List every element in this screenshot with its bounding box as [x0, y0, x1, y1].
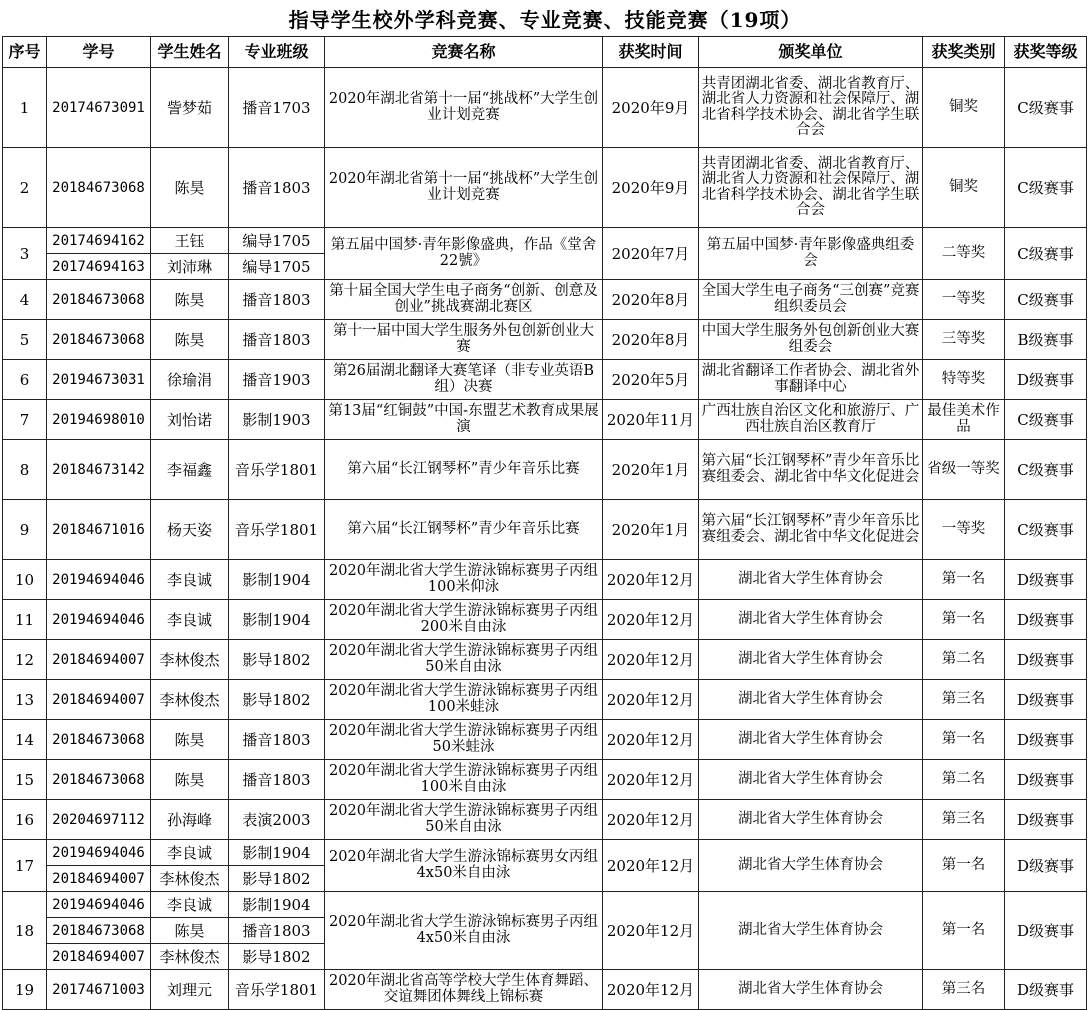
cell-no: 1: [3, 68, 47, 148]
cell-competition: 2020年湖北省大学生游泳锦标赛男子丙组100米仰泳: [325, 560, 603, 600]
cell-award-level: D级赛事: [1005, 840, 1087, 892]
cell-class: 编导1705: [229, 254, 325, 280]
cell-award-type: 特等奖: [923, 360, 1005, 400]
cell-award-time: 2020年9月: [603, 68, 699, 148]
header-row: [3, 37, 1087, 68]
cell-student-id: 20174673091: [47, 68, 151, 148]
cell-award-time: 2020年7月: [603, 228, 699, 280]
cell-student-id: 20194673031: [47, 360, 151, 400]
cell-organizer: 湖北省大学生体育协会: [699, 720, 923, 760]
cell-award-level: C级赛事: [1005, 228, 1087, 280]
cell-award-time: 2020年1月: [603, 500, 699, 560]
col-header-award-time: 获奖时间: [603, 37, 699, 68]
cell-award-level: D级赛事: [1005, 680, 1087, 720]
cell-student-name: 李林俊杰: [151, 944, 229, 970]
cell-student-id: 20184694007: [47, 680, 151, 720]
cell-no: 18: [3, 892, 47, 970]
table-row: [3, 680, 1087, 720]
col-header-organizer: 颁奖单位: [699, 37, 923, 68]
cell-award-time: 2020年12月: [603, 720, 699, 760]
sheet-title: 指导学生校外学科竞赛、专业竞赛、技能竞赛（19项）: [288, 7, 802, 32]
cell-student-id: 20184694007: [47, 866, 151, 892]
col-header-no: 序号: [3, 37, 47, 68]
cell-student-id: 20184673068: [47, 918, 151, 944]
cell-award-time: 2020年12月: [603, 970, 699, 1010]
cell-organizer: 广西壮族自治区文化和旅游厅、广西壮族自治区教育厅: [699, 400, 923, 440]
cell-organizer: 湖北省大学生体育协会: [699, 640, 923, 680]
cell-award-time: 2020年12月: [603, 760, 699, 800]
col-header-student-id: 学号: [47, 37, 151, 68]
cell-award-level: C级赛事: [1005, 68, 1087, 148]
cell-award-level: D级赛事: [1005, 970, 1087, 1010]
table-row: [3, 600, 1087, 640]
cell-student-name: 李良诚: [151, 892, 229, 918]
cell-award-time: 2020年8月: [603, 320, 699, 360]
cell-award-level: D级赛事: [1005, 892, 1087, 970]
cell-award-type: 三等奖: [923, 320, 1005, 360]
cell-award-type: 第二名: [923, 760, 1005, 800]
cell-competition: 2020年湖北省大学生游泳锦标赛男女丙组4x50米自由泳: [325, 840, 603, 892]
cell-award-level: D级赛事: [1005, 720, 1087, 760]
cell-competition: 2020年湖北省大学生游泳锦标赛男子丙组200米自由泳: [325, 600, 603, 640]
table-row: [3, 320, 1087, 360]
cell-student-id: 20184694007: [47, 944, 151, 970]
cell-student-name: 李林俊杰: [151, 640, 229, 680]
cell-student-id: 20184673068: [47, 148, 151, 228]
cell-award-type: 第一名: [923, 720, 1005, 760]
cell-class: 播音1803: [229, 280, 325, 320]
cell-organizer: 共青团湖北省委、湖北省教育厅、湖北省人力资源和社会保障厅、湖北省科学技术协会、湖北省学生联合会: [699, 68, 923, 148]
cell-class: 影导1802: [229, 640, 325, 680]
cell-class: 影制1904: [229, 840, 325, 866]
cell-award-type: 一等奖: [923, 500, 1005, 560]
cell-competition: 2020年湖北省第十一届“挑战杯”大学生创业计划竞赛: [325, 68, 603, 148]
cell-no: 6: [3, 360, 47, 400]
cell-organizer: 第六届“长江钢琴杯”青少年音乐比赛组委会、湖北省中华文化促进会: [699, 500, 923, 560]
cell-award-level: D级赛事: [1005, 560, 1087, 600]
table-row: [3, 440, 1087, 500]
cell-student-id: 20184673142: [47, 440, 151, 500]
cell-competition: 2020年湖北省大学生游泳锦标赛男子丙组50米自由泳: [325, 800, 603, 840]
cell-class: 播音1803: [229, 148, 325, 228]
cell-no: 2: [3, 148, 47, 228]
cell-award-time: 2020年12月: [603, 600, 699, 640]
cell-student-name: 刘怡诺: [151, 400, 229, 440]
cell-student-name: 陈昊: [151, 720, 229, 760]
cell-class: 影制1904: [229, 892, 325, 918]
cell-class: 影导1802: [229, 944, 325, 970]
cell-award-level: C级赛事: [1005, 280, 1087, 320]
cell-award-type: 第一名: [923, 840, 1005, 892]
cell-award-level: C级赛事: [1005, 400, 1087, 440]
cell-award-level: D级赛事: [1005, 800, 1087, 840]
table-row: [3, 720, 1087, 760]
cell-organizer: 中国大学生服务外包创新创业大赛组委会: [699, 320, 923, 360]
cell-no: 12: [3, 640, 47, 680]
cell-class: 影导1802: [229, 680, 325, 720]
cell-award-time: 2020年11月: [603, 400, 699, 440]
table-row: [3, 640, 1087, 680]
cell-organizer: 湖北省大学生体育协会: [699, 760, 923, 800]
table-row: [3, 760, 1087, 800]
cell-student-name: 李福鑫: [151, 440, 229, 500]
cell-student-name: 李林俊杰: [151, 866, 229, 892]
cell-student-name: 徐瑜涓: [151, 360, 229, 400]
col-header-student-name: 学生姓名: [151, 37, 229, 68]
cell-class: 音乐学1801: [229, 440, 325, 500]
cell-organizer: 第五届中国梦·青年影像盛典组委会: [699, 228, 923, 280]
cell-award-type: 第一名: [923, 560, 1005, 600]
cell-organizer: 湖北省大学生体育协会: [699, 892, 923, 970]
cell-student-id: 20184673068: [47, 320, 151, 360]
cell-class: 影制1904: [229, 600, 325, 640]
cell-class: 音乐学1801: [229, 970, 325, 1010]
cell-competition: 第六届“长江钢琴杯”青少年音乐比赛: [325, 440, 603, 500]
cell-competition: 第十一届中国大学生服务外包创新创业大赛: [325, 320, 603, 360]
cell-no: 9: [3, 500, 47, 560]
table-row: [3, 280, 1087, 320]
cell-award-type: 第三名: [923, 800, 1005, 840]
cell-organizer: 湖北省大学生体育协会: [699, 840, 923, 892]
cell-no: 10: [3, 560, 47, 600]
col-header-award-type: 获奖类别: [923, 37, 1005, 68]
cell-class: 影制1903: [229, 400, 325, 440]
cell-award-time: 2020年12月: [603, 560, 699, 600]
cell-organizer: 湖北省大学生体育协会: [699, 600, 923, 640]
cell-class: 编导1705: [229, 228, 325, 254]
cell-competition: 2020年湖北省大学生游泳锦标赛男子丙组100米自由泳: [325, 760, 603, 800]
cell-competition: 第13届“红铜鼓”中国-东盟艺术教育成果展演: [325, 400, 603, 440]
cell-award-level: D级赛事: [1005, 640, 1087, 680]
cell-class: 音乐学1801: [229, 500, 325, 560]
cell-award-time: 2020年8月: [603, 280, 699, 320]
cell-student-name: 孙海峰: [151, 800, 229, 840]
cell-award-type: 最佳美术作品: [923, 400, 1005, 440]
table-row: [3, 228, 1087, 254]
cell-class: 播音1703: [229, 68, 325, 148]
col-header-award-level: 获奖等级: [1005, 37, 1087, 68]
cell-award-time: 2020年12月: [603, 800, 699, 840]
cell-student-name: 陈昊: [151, 320, 229, 360]
cell-award-type: 一等奖: [923, 280, 1005, 320]
table-row: [3, 148, 1087, 228]
table-row: [3, 68, 1087, 148]
cell-organizer: 共青团湖北省委、湖北省教育厅、湖北省人力资源和社会保障厅、湖北省科学技术协会、湖北省学生联合会: [699, 148, 923, 228]
cell-student-id: 20184694007: [47, 640, 151, 680]
cell-no: 15: [3, 760, 47, 800]
cell-award-type: 省级一等奖: [923, 440, 1005, 500]
cell-student-id: 20194694046: [47, 892, 151, 918]
col-header-competition: 竞赛名称: [325, 37, 603, 68]
cell-student-id: 20194694046: [47, 600, 151, 640]
cell-student-name: 陈昊: [151, 918, 229, 944]
cell-student-name: 王钰: [151, 228, 229, 254]
cell-class: 表演2003: [229, 800, 325, 840]
cell-competition: 2020年湖北省大学生游泳锦标赛男子丙组50米蛙泳: [325, 720, 603, 760]
table-row: [3, 500, 1087, 560]
cell-award-level: B级赛事: [1005, 320, 1087, 360]
cell-student-id: 20194694046: [47, 840, 151, 866]
cell-competition: 2020年湖北省大学生游泳锦标赛男子丙组50米自由泳: [325, 640, 603, 680]
cell-class: 播音1803: [229, 918, 325, 944]
cell-award-level: D级赛事: [1005, 360, 1087, 400]
cell-no: 13: [3, 680, 47, 720]
cell-award-type: 第一名: [923, 600, 1005, 640]
cell-student-name: 陈昊: [151, 280, 229, 320]
cell-no: 5: [3, 320, 47, 360]
cell-student-name: 陈昊: [151, 148, 229, 228]
cell-class: 播音1803: [229, 720, 325, 760]
cell-award-level: C级赛事: [1005, 500, 1087, 560]
cell-award-time: 2020年1月: [603, 440, 699, 500]
table-row: [3, 560, 1087, 600]
cell-competition: 第六届“长江钢琴杯”青少年音乐比赛: [325, 500, 603, 560]
cell-competition: 2020年湖北省高等学校大学生体育舞蹈、交谊舞团体舞线上锦标赛: [325, 970, 603, 1010]
cell-student-id: 20194694046: [47, 560, 151, 600]
cell-award-time: 2020年12月: [603, 840, 699, 892]
cell-no: 17: [3, 840, 47, 892]
cell-organizer: 湖北省大学生体育协会: [699, 680, 923, 720]
cell-award-type: 第二名: [923, 640, 1005, 680]
table-row: [3, 800, 1087, 840]
cell-organizer: 第六届“长江钢琴杯”青少年音乐比赛组委会、湖北省中华文化促进会: [699, 440, 923, 500]
cell-no: 7: [3, 400, 47, 440]
table-body: [3, 68, 1087, 1010]
cell-student-name: 李林俊杰: [151, 680, 229, 720]
cell-award-time: 2020年12月: [603, 892, 699, 970]
cell-student-id: 20184673068: [47, 280, 151, 320]
cell-competition: 2020年湖北省第十一届“挑战杯”大学生创业计划竞赛: [325, 148, 603, 228]
cell-organizer: 湖北省大学生体育协会: [699, 560, 923, 600]
cell-award-type: 第一名: [923, 892, 1005, 970]
cell-class: 影导1802: [229, 866, 325, 892]
cell-student-name: 刘沛琳: [151, 254, 229, 280]
cell-class: 播音1903: [229, 360, 325, 400]
cell-award-time: 2020年5月: [603, 360, 699, 400]
table-row: [3, 400, 1087, 440]
cell-organizer: 湖北省大学生体育协会: [699, 970, 923, 1010]
cell-award-level: C级赛事: [1005, 440, 1087, 500]
cell-no: 8: [3, 440, 47, 500]
cell-no: 3: [3, 228, 47, 280]
cell-competition: 第十届全国大学生电子商务“创新、创意及创业”挑战赛湖北赛区: [325, 280, 603, 320]
cell-student-id: 20174671003: [47, 970, 151, 1010]
cell-award-time: 2020年9月: [603, 148, 699, 228]
cell-student-id: 20204697112: [47, 800, 151, 840]
cell-student-id: 20174694162: [47, 228, 151, 254]
cell-award-time: 2020年12月: [603, 680, 699, 720]
cell-student-name: 刘理元: [151, 970, 229, 1010]
cell-organizer: 湖北省翻译工作者协会、湖北省外事翻译中心: [699, 360, 923, 400]
cell-award-type: 铜奖: [923, 68, 1005, 148]
cell-class: 播音1803: [229, 320, 325, 360]
cell-student-name: 李良诚: [151, 600, 229, 640]
cell-class: 播音1803: [229, 760, 325, 800]
table-row: [3, 360, 1087, 400]
cell-competition: 2020年湖北省大学生游泳锦标赛男子丙组100米蛙泳: [325, 680, 603, 720]
cell-award-time: 2020年12月: [603, 640, 699, 680]
cell-award-type: 铜奖: [923, 148, 1005, 228]
table-row: [3, 892, 1087, 918]
cell-student-name: 李良诚: [151, 560, 229, 600]
cell-student-id: 20194698010: [47, 400, 151, 440]
cell-class: 影制1904: [229, 560, 325, 600]
cell-no: 11: [3, 600, 47, 640]
cell-no: 19: [3, 970, 47, 1010]
awards-table: [2, 36, 1087, 1010]
cell-student-id: 20184671016: [47, 500, 151, 560]
cell-competition: 第五届中国梦·青年影像盛典，作品《堂舍22號》: [325, 228, 603, 280]
cell-organizer: 湖北省大学生体育协会: [699, 800, 923, 840]
cell-award-level: D级赛事: [1005, 600, 1087, 640]
col-header-class: 专业班级: [229, 37, 325, 68]
cell-student-id: 20184673068: [47, 760, 151, 800]
cell-award-type: 第三名: [923, 970, 1005, 1010]
cell-organizer: 全国大学生电子商务“三创赛”竞赛组织委员会: [699, 280, 923, 320]
cell-award-type: 第三名: [923, 680, 1005, 720]
cell-award-type: 二等奖: [923, 228, 1005, 280]
cell-competition: 2020年湖北省大学生游泳锦标赛男子丙组4x50米自由泳: [325, 892, 603, 970]
cell-student-name: 陈昊: [151, 760, 229, 800]
cell-student-name: 訾梦茹: [151, 68, 229, 148]
cell-award-level: D级赛事: [1005, 760, 1087, 800]
table-row: [3, 970, 1087, 1010]
cell-student-name: 李良诚: [151, 840, 229, 866]
cell-competition: 第26届湖北翻译大赛笔译（非专业英语B组）决赛: [325, 360, 603, 400]
table-row: [3, 840, 1087, 866]
cell-student-id: 20174694163: [47, 254, 151, 280]
cell-no: 4: [3, 280, 47, 320]
cell-no: 14: [3, 720, 47, 760]
cell-student-id: 20184673068: [47, 720, 151, 760]
cell-no: 16: [3, 800, 47, 840]
cell-student-name: 杨天姿: [151, 500, 229, 560]
cell-award-level: C级赛事: [1005, 148, 1087, 228]
